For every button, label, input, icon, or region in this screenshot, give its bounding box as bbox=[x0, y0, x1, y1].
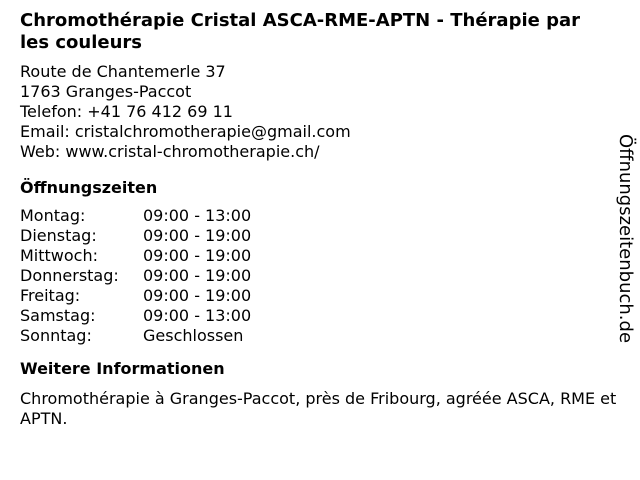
hours-row-monday bbox=[20, 206, 610, 226]
email-address: Email: cristalchromotherapie@gmail.com bbox=[20, 122, 351, 141]
hours-day: Dienstag: bbox=[20, 226, 97, 245]
hours-time: Geschlossen bbox=[143, 326, 244, 345]
business-card bbox=[20, 10, 617, 429]
hours-time: 09:00 - 19:00 bbox=[143, 246, 252, 265]
hours-row-thursday bbox=[20, 266, 610, 286]
opening-hours-table bbox=[20, 206, 610, 346]
opening-hours-heading: Öffnungszeiten bbox=[20, 178, 158, 197]
hours-row-tuesday bbox=[20, 226, 610, 246]
hours-row-saturday bbox=[20, 306, 610, 326]
hours-day: Freitag: bbox=[20, 286, 81, 305]
phone-number: Telefon: +41 76 412 69 11 bbox=[20, 102, 233, 121]
website-address: Web: www.cristal-chromotherapie.ch/ bbox=[20, 142, 320, 161]
contact-block bbox=[20, 62, 610, 162]
hours-row-sunday bbox=[20, 326, 610, 346]
hours-row-wednesday bbox=[20, 246, 610, 266]
business-title: Chromothérapie Cristal ASCA-RME-APTN - Thérapie par les couleurs bbox=[20, 10, 581, 53]
city-address: 1763 Granges-Paccot bbox=[20, 82, 192, 101]
hours-day: Donnerstag: bbox=[20, 266, 119, 285]
hours-day: Sonntag: bbox=[20, 326, 92, 345]
hours-time: 09:00 - 19:00 bbox=[143, 266, 252, 285]
site-watermark: Öffnungszeitenbuch.de bbox=[615, 134, 636, 344]
hours-day: Montag: bbox=[20, 206, 86, 225]
hours-row-friday bbox=[20, 286, 610, 306]
hours-day: Mittwoch: bbox=[20, 246, 98, 265]
further-info-heading: Weitere Informationen bbox=[20, 359, 225, 378]
further-info-text: Chromothérapie à Granges-Paccot, près de Fribourg, agréée ASCA, RME et APTN. bbox=[20, 389, 617, 428]
hours-time: 09:00 - 13:00 bbox=[143, 306, 252, 325]
street-address: Route de Chantemerle 37 bbox=[20, 62, 226, 81]
hours-time: 09:00 - 19:00 bbox=[143, 226, 252, 245]
hours-time: 09:00 - 19:00 bbox=[143, 286, 252, 305]
hours-day: Samstag: bbox=[20, 306, 96, 325]
hours-time: 09:00 - 13:00 bbox=[143, 206, 252, 225]
